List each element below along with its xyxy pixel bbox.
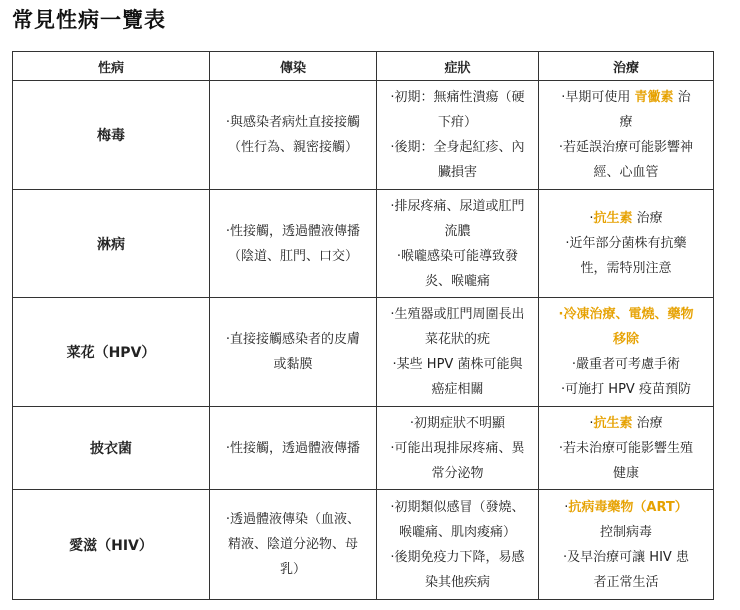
symptom-line: ·生殖器或肛門周圍長出: [390, 307, 525, 322]
symptom-line: ·後期免疫力下降，易感: [390, 549, 525, 565]
treatment-highlight: 青黴素: [634, 90, 674, 105]
table-header-row: [13, 52, 714, 81]
symptom-line: 喉嚨痛、肌肉痠痛）: [398, 524, 516, 540]
transmission-line: （陰道、肛門、口交）: [227, 248, 358, 264]
symptom-line: ·可能出現排尿疼痛、異: [390, 440, 525, 456]
treatment-line: [545, 206, 707, 231]
transmission-line: ·性接觸，透過體液傳播: [225, 440, 361, 456]
disease-name: 淋病: [13, 190, 210, 298]
treatment-line: ·嚴重者可考慮手術: [571, 357, 681, 372]
treatment-line: [545, 85, 707, 110]
treatment-line: 性，需特別注意: [580, 261, 672, 276]
symptoms-cell: [377, 298, 539, 407]
treatment-line: 控制病毒: [599, 524, 652, 540]
disease-name: 菜花（HPV）: [13, 298, 210, 407]
transmission-line: ·直接接觸感染者的皮膚: [225, 332, 361, 347]
std-table: [12, 51, 714, 600]
transmission-cell: [210, 190, 377, 298]
symptom-line: ·某些 HPV 菌株可能與: [392, 357, 523, 372]
transmission-line: 精液、陰道分泌物、母: [227, 537, 358, 552]
transmission-cell: [210, 81, 377, 190]
treatment-highlight: 抗病毒藥物（ART）: [568, 499, 688, 515]
treatment-cell: [539, 407, 714, 490]
header-symptoms: 症狀: [377, 52, 539, 81]
symptom-line: ·喉嚨感染可能導致發: [396, 248, 519, 264]
treatment-text: ·: [564, 499, 569, 515]
header-transmission: 傳染: [210, 52, 377, 81]
treatment-line: ·近年部分菌株有抗藥: [565, 236, 687, 251]
transmission-line: （性行為、親密接觸）: [227, 140, 358, 155]
symptom-line: ·初期類似感冒（發燒、: [390, 499, 525, 515]
transmission-cell: [210, 298, 377, 407]
disease-name: 愛滋（HIV）: [13, 490, 210, 600]
treatment-highlight: 抗生素: [593, 415, 633, 431]
treatment-line: ·若未治療可能影響生殖: [558, 440, 694, 456]
transmission-line: ·性接觸，透過體液傳播: [225, 223, 361, 239]
treatment-text: 治療: [632, 211, 663, 226]
transmission-cell: [210, 490, 377, 600]
treatment-line: ·及早治療可讓 HIV 患: [563, 549, 689, 565]
header-disease: 性病: [13, 52, 210, 81]
treatment-highlight: 抗生素: [593, 211, 633, 226]
symptoms-cell: [377, 190, 539, 298]
treatment-line: 經、心血管: [593, 165, 659, 180]
table-row: [13, 81, 714, 190]
treatment-text: 治療: [632, 415, 663, 431]
treatment-line: 健康: [612, 465, 639, 481]
symptom-line: ·初期症狀不明顯: [409, 415, 506, 431]
symptoms-cell: [377, 81, 539, 190]
symptom-line: 常分泌物: [431, 465, 484, 481]
treatment-cell: [539, 190, 714, 298]
symptom-line: 下疳）: [437, 115, 477, 130]
treatment-line: [545, 411, 707, 436]
treatment-text: ·: [589, 415, 594, 431]
symptom-line: 染其他疾病: [424, 574, 490, 590]
treatment-line: ·若延誤治療可能影響神: [558, 140, 694, 155]
header-treatment: 治療: [539, 52, 714, 81]
symptom-line: 流膿: [444, 223, 471, 239]
page-title: 常見性病一覽表: [12, 8, 166, 32]
treatment-text: 治: [673, 90, 691, 105]
disease-name: 披衣菌: [13, 407, 210, 490]
symptom-line: 癌症相關: [431, 382, 484, 397]
treatment-line: 者正常生活: [593, 574, 659, 590]
transmission-cell: [210, 407, 377, 490]
table-row: [13, 407, 714, 490]
treatment-highlight: 移除: [612, 332, 639, 347]
treatment-text: ·: [589, 211, 594, 226]
symptom-line: 臟損害: [437, 165, 477, 180]
treatment-text: ·早期可使用: [561, 90, 635, 105]
disease-name: 梅毒: [13, 81, 210, 190]
table-row: [13, 298, 714, 407]
transmission-line: ·與感染者病灶直接接觸: [225, 115, 361, 130]
table-row: [13, 490, 714, 600]
treatment-highlight: ·冷凍治療、電燒、藥物: [558, 307, 694, 322]
symptom-line: 炎、喉嚨痛: [424, 273, 490, 289]
table-row: [13, 190, 714, 298]
treatment-cell: [539, 298, 714, 407]
treatment-line: ·可施打 HPV 疫苗預防: [561, 382, 691, 397]
symptom-line: 菜花狀的疣: [424, 332, 490, 347]
symptom-line: ·排尿疼痛、尿道或肛門: [390, 198, 525, 214]
symptom-line: ·後期：全身起紅疹、內: [390, 140, 525, 155]
treatment-cell: [539, 81, 714, 190]
symptoms-cell: [377, 407, 539, 490]
treatment-line: 療: [619, 115, 633, 130]
treatment-cell: [539, 490, 714, 600]
transmission-line: 或黏膜: [273, 357, 313, 372]
symptom-line: ·初期：無痛性潰瘍（硬: [390, 90, 525, 105]
transmission-line: ·透過體液傳染（血液、: [225, 512, 361, 527]
transmission-line: 乳）: [279, 562, 306, 577]
treatment-line: [545, 495, 707, 520]
symptoms-cell: [377, 490, 539, 600]
